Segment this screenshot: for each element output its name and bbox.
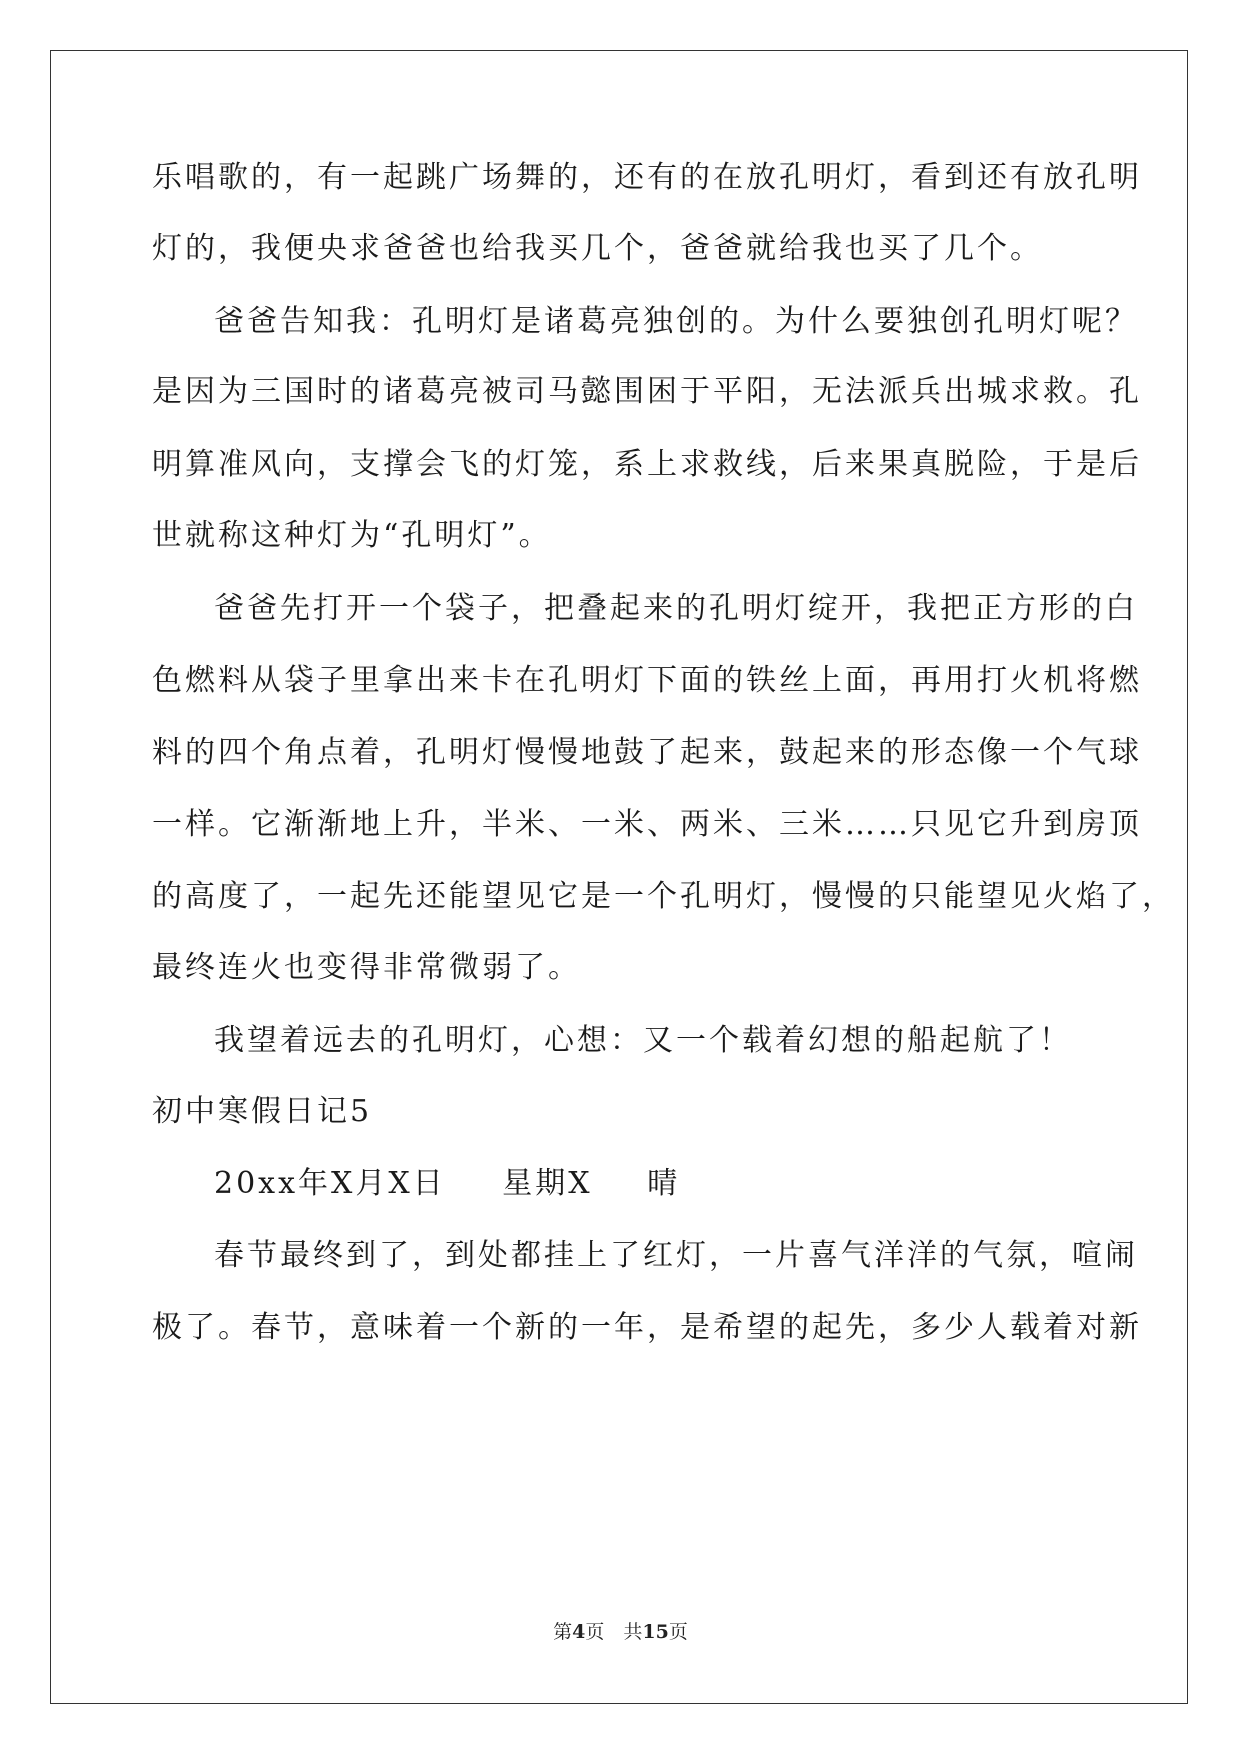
page-border — [50, 50, 1188, 1704]
paragraph-line: 明算准风向，支撑会飞的灯笼，系上求救线，后来果真脱险，于是后 — [152, 447, 1142, 482]
footer-suffix: 页 — [668, 1621, 688, 1643]
paragraph-line: 极了。春节，意味着一个新的一年，是希望的起先，多少人载着对新 — [152, 1310, 1142, 1345]
page-footer — [0, 1620, 1241, 1644]
diary-weekday: 星期X — [502, 1166, 593, 1201]
diary-date: 20xx年X月X日 — [214, 1166, 446, 1201]
diary-weather: 晴 — [647, 1166, 681, 1201]
current-page-number: 4 — [572, 1621, 586, 1643]
paragraph-line: 灯的，我便央求爸爸也给我买几个，爸爸就给我也买了几个。 — [152, 231, 1043, 266]
paragraph-line: 是因为三国时的诸葛亮被司马懿围困于平阳，无法派兵出城求救。孔 — [152, 374, 1142, 409]
paragraph-line: 爸爸告知我：孔明灯是诸葛亮独创的。为什么要独创孔明灯呢？ — [214, 304, 1138, 339]
paragraph-line: 的高度了，一起先还能望见它是一个孔明灯，慢慢的只能望见火焰了， — [152, 879, 1175, 914]
paragraph-line: 我望着远去的孔明灯，心想：又一个载着幻想的船起航了！ — [214, 1023, 1072, 1058]
paragraph-line: 乐唱歌的，有一起跳广场舞的，还有的在放孔明灯，看到还有放孔明 — [152, 160, 1142, 195]
paragraph-line: 料的四个角点着，孔明灯慢慢地鼓了起来，鼓起来的形态像一个气球 — [152, 735, 1142, 770]
paragraph-line: 春节最终到了，到处都挂上了红灯，一片喜气洋洋的气氛，喧闹 — [214, 1238, 1138, 1273]
footer-middle: 页 共 — [585, 1621, 643, 1643]
paragraph-line: 色燃料从袋子里拿出来卡在孔明灯下面的铁丝上面，再用打火机将燃 — [152, 663, 1142, 698]
total-page-number: 15 — [642, 1621, 669, 1643]
section-heading: 初中寒假日记5 — [152, 1094, 373, 1129]
paragraph-line: 爸爸先打开一个袋子，把叠起来的孔明灯绽开，我把正方形的白 — [214, 591, 1138, 626]
paragraph-line: 世就称这种灯为“孔明灯”。 — [152, 518, 552, 553]
paragraph-line: 一样。它渐渐地上升，半米、一米、两米、三米……只见它升到房顶 — [152, 807, 1142, 842]
date-line — [214, 1166, 680, 1202]
footer-prefix: 第 — [553, 1621, 573, 1643]
paragraph-line: 最终连火也变得非常微弱了。 — [152, 950, 581, 985]
